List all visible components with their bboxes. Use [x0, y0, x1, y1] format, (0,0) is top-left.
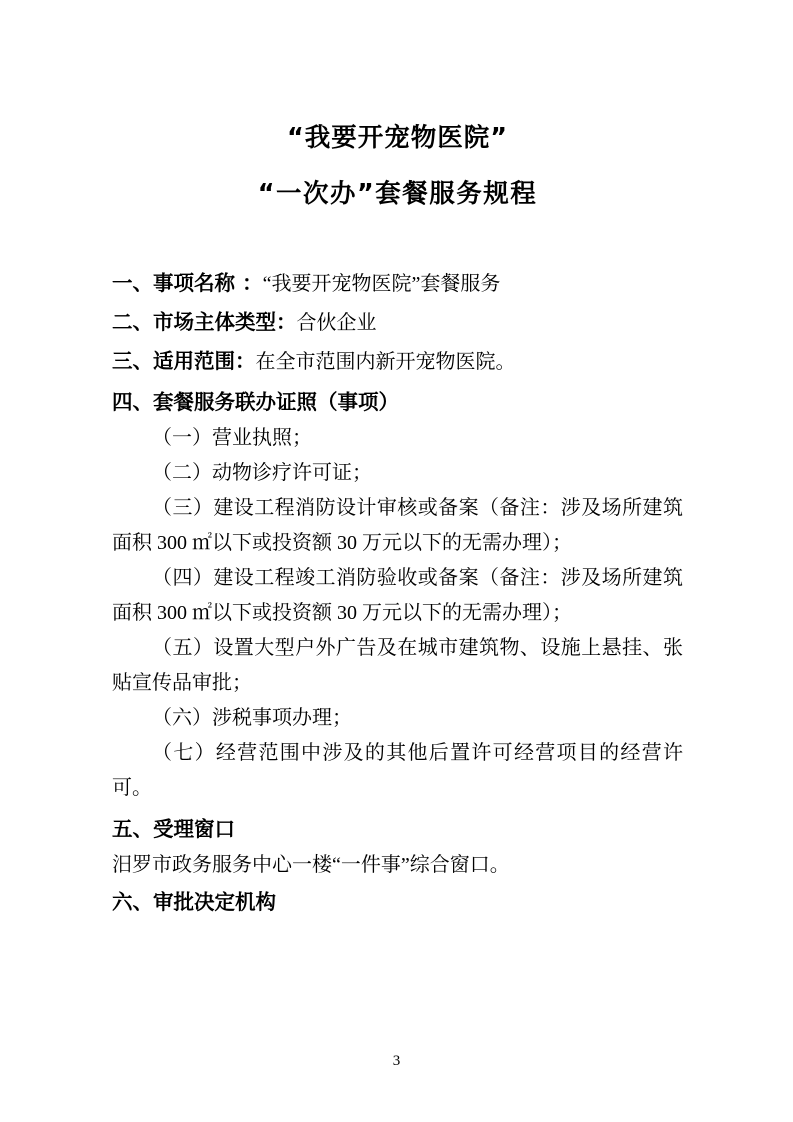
section-6-heading: 六、审批决定机构: [112, 890, 276, 914]
list-item: （一）营业执照；: [152, 427, 312, 449]
title-line-1: “我要开宠物医院”: [286, 123, 509, 153]
list-item: （六）涉税事项办理；: [152, 707, 352, 729]
list-item: （五）设置大型户外广告及在城市建筑物、设施上悬挂、张贴宣传品审批；: [112, 637, 683, 694]
section-2-heading: [112, 305, 683, 340]
title-line-2: “一次办”套餐服务规程: [257, 179, 538, 209]
section-4-list: [112, 421, 683, 806]
section-1-heading: [112, 266, 683, 301]
section-1-value: “我要开宠物医院”套餐服务: [262, 273, 501, 295]
section-2-value: 合伙企业: [296, 312, 377, 334]
section-5-text: 汨罗市政务服务中心一楼“一件事”综合窗口。: [112, 854, 510, 876]
section-3-value: 在全市范围内新开宠物医院。: [255, 351, 516, 373]
section-2-label: 二、市场主体类型：: [112, 310, 297, 334]
section-3-heading: [112, 344, 683, 379]
section-4-heading: 四、套餐服务联办证照（事项）: [112, 390, 399, 414]
section-1-label: 一、事项名称 ：: [112, 271, 263, 295]
title-spacer: [112, 222, 683, 266]
list-item: （三）建设工程消防设计审核或备案（备注：涉及场所建筑面积 300 ㎡以下或投资额 30 万元以下的无需办理）；: [112, 497, 683, 554]
list-item: （七）经营范围中涉及的其他后置许可经营项目的经营许可。: [112, 742, 683, 799]
section-3-label: 三、适用范围：: [112, 349, 256, 373]
document-title: [112, 110, 683, 222]
page-number: 3: [392, 1053, 401, 1069]
section-5-heading: 五、受理窗口: [112, 817, 235, 841]
list-item: （四）建设工程竣工消防验收或备案（备注：涉及场所建筑面积 300 ㎡以下或投资额 30 万元以下的无需办理）；: [112, 567, 683, 624]
list-item: （二）动物诊疗许可证；: [152, 462, 372, 484]
